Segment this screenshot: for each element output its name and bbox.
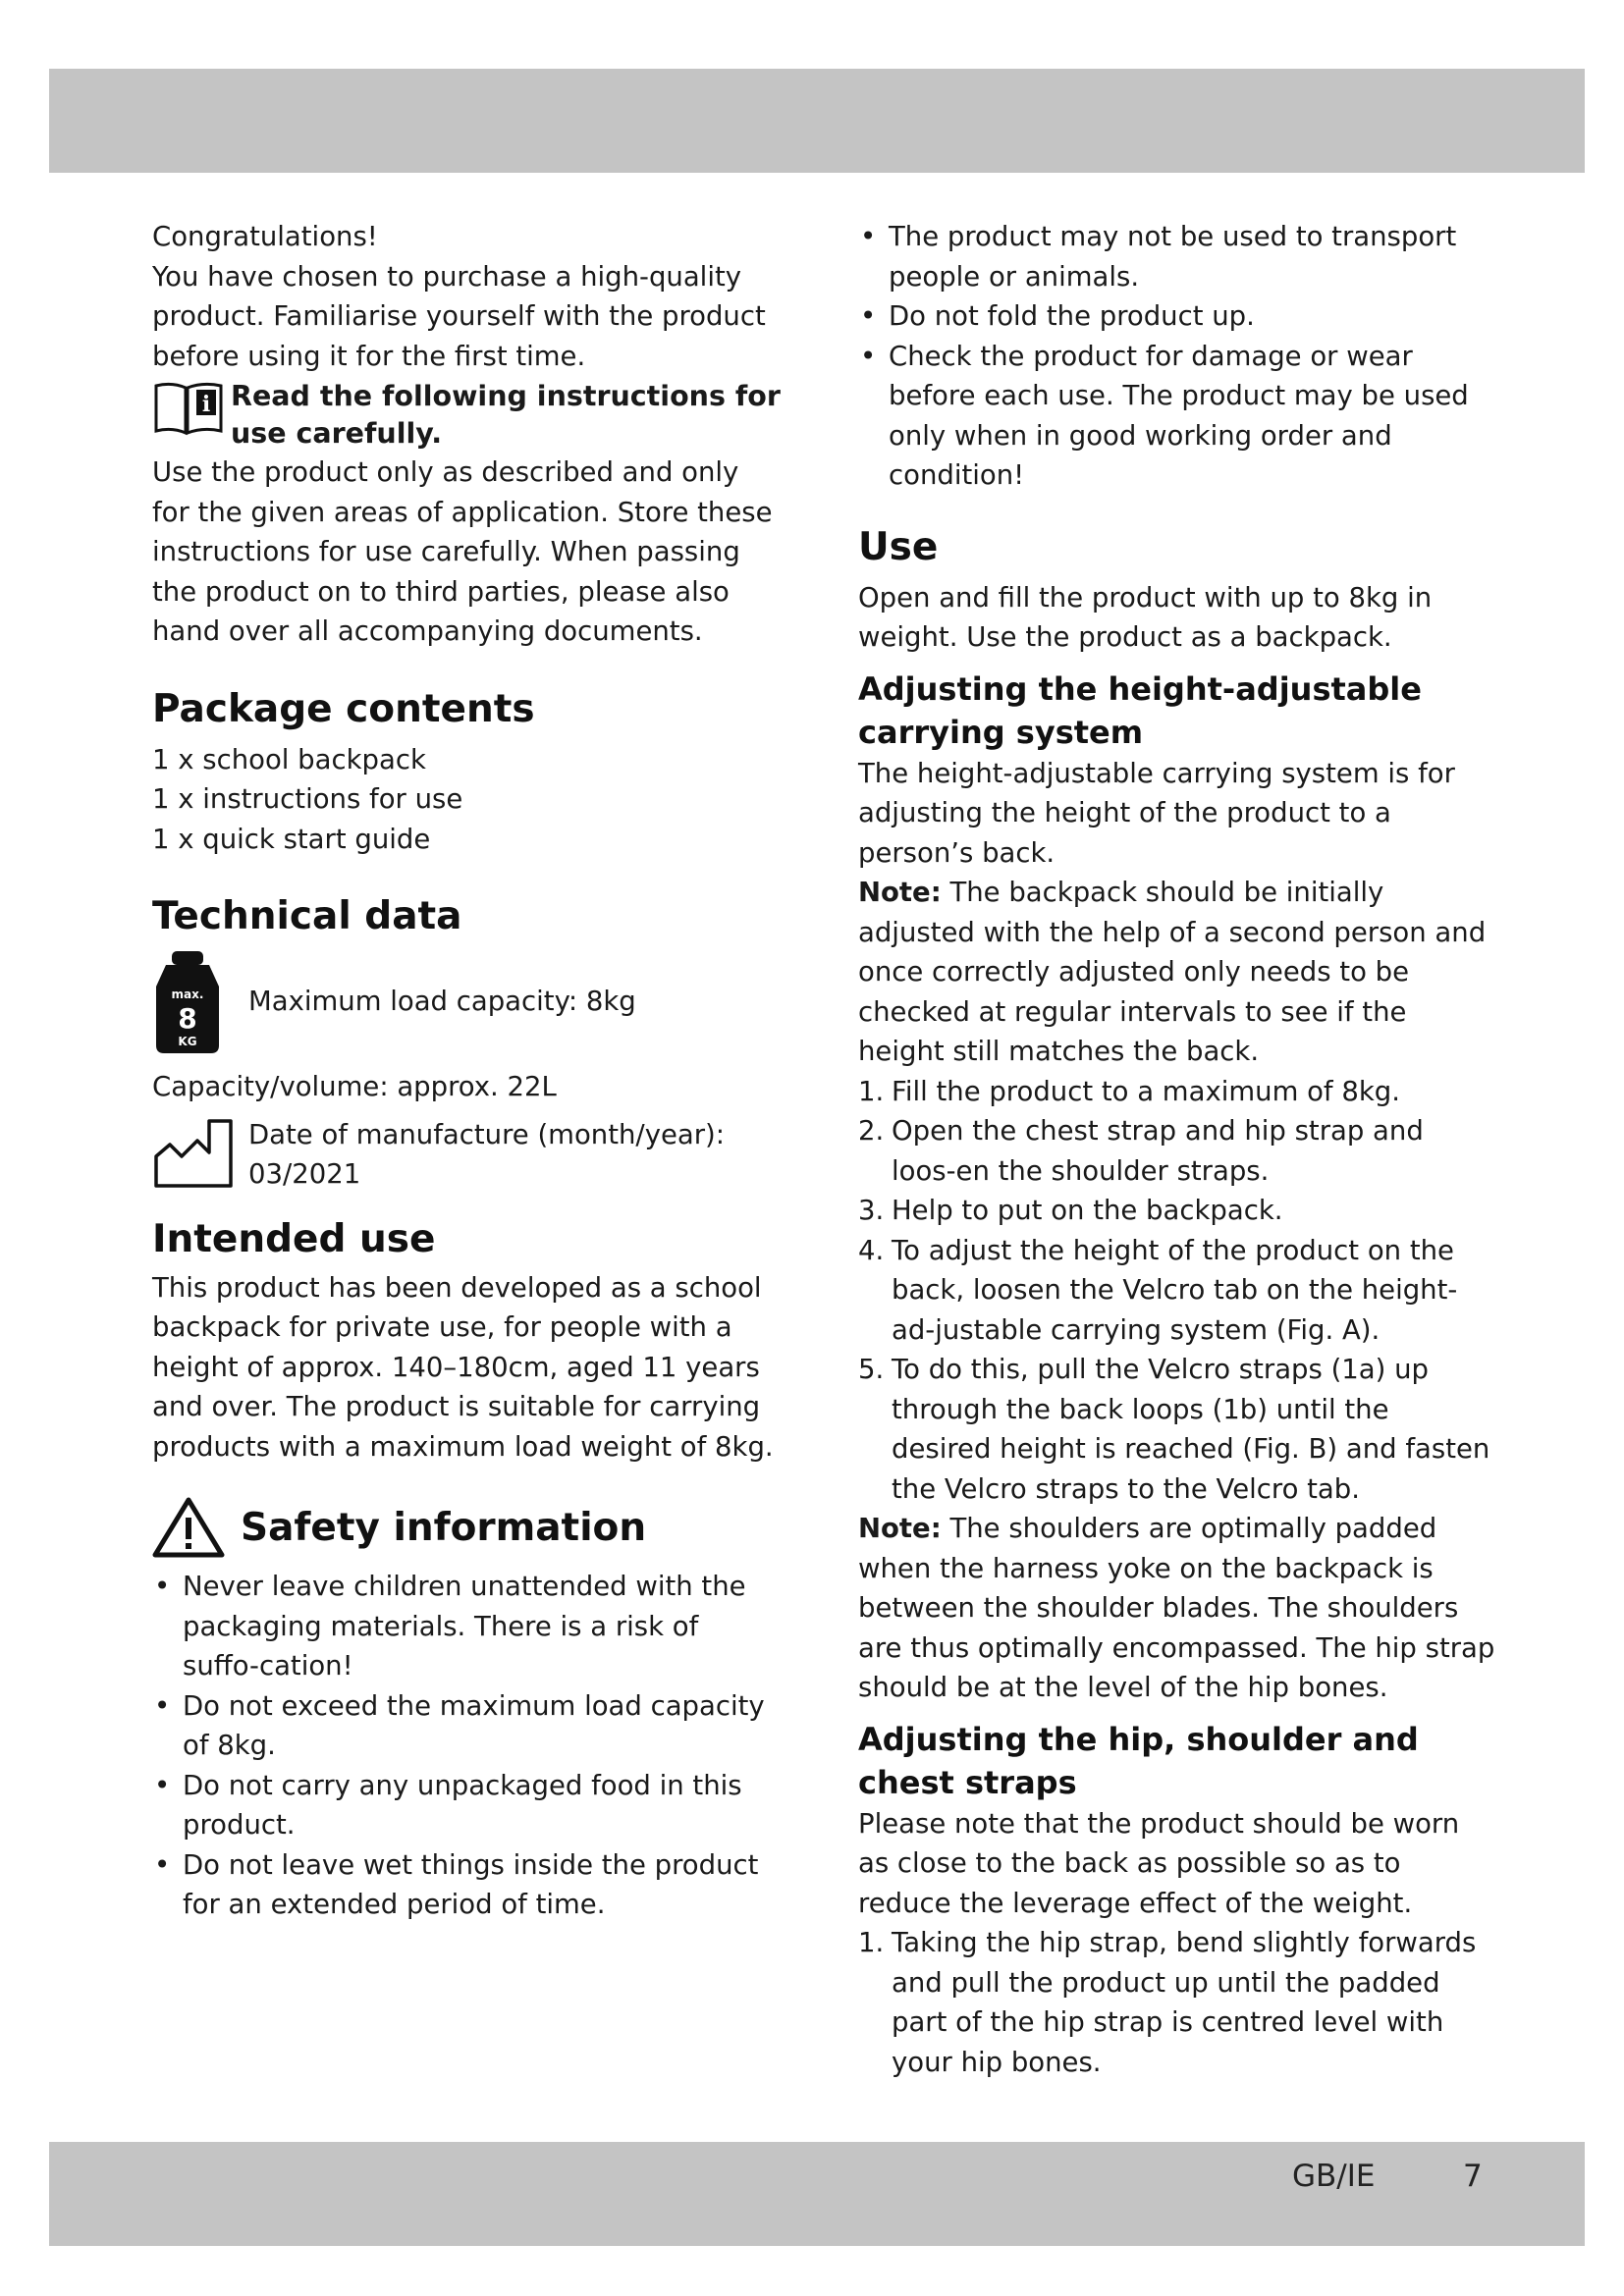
straps-heading: Adjusting the hip, shoulder and chest straps — [858, 1720, 1419, 1801]
list-item: 1. Taking the hip strap, bend slightly forwards and pull the product up until the padded part of the hip strap is centred level with your hip bones. — [858, 1927, 1477, 2078]
manufacture-value: 03/2021 — [248, 1158, 361, 1190]
note-text: The backpack should be initially adjusted with the help of a second person and once correctly adjusted only needs to be checked at regular intervals to see if the height still matches the back. — [858, 877, 1487, 1067]
weight-icon — [152, 949, 248, 1057]
bullet-icon: • — [154, 1769, 171, 1801]
read-instructions-text: Read the following instructions for use carefully. — [231, 380, 781, 450]
list-item: 3. Help to put on the backpack. — [858, 1195, 1283, 1226]
max-load-text: Maximum load capacity: 8kg — [248, 986, 636, 1017]
note-text: The shoulders are optimally padded when the harness yoke on the backpack is between the shoulder blades. The shoulders are thus optimally encompassed. The hip strap should be at the level of the hip bones. — [858, 1513, 1495, 1703]
safety-heading: Safety information — [241, 1506, 647, 1550]
list-item: 4. To adjust the height of the product on the back, loosen the Velcro tab on the height-ad-justable carrying system (Fig. A). — [858, 1234, 1458, 1346]
intended-use-text: This product has been developed as a school backpack for private use, for people with a height of approx. 140–180cm, aged 11 years and over. The product is suitable for carrying products with a maximum load weight of 8kg. — [152, 1271, 774, 1463]
list-item: • Never leave children unattended with the packaging materials. There is a risk of suffo-cation! — [152, 1567, 781, 1686]
read-instructions-note — [152, 378, 781, 453]
header-bar — [49, 69, 1585, 173]
use-heading: Use — [858, 524, 939, 569]
package-contents-heading: Package contents — [152, 686, 535, 731]
list-item: 1. Fill the product to a maximum of 8kg. — [858, 1075, 1400, 1107]
weight-icon-value: 8 — [178, 1002, 197, 1035]
book-info-icon — [152, 378, 231, 443]
list-item: 5. To do this, pull the Velcro straps (1a) up through the back loops (1b) until the desired height is reached (Fig. B) and fasten the Velcro straps to the Velcro tab. — [858, 1354, 1490, 1505]
footer-bar — [49, 2142, 1585, 2246]
right-column — [858, 217, 1496, 2082]
svg-text:i: i — [201, 392, 211, 417]
shoulder-note — [858, 1509, 1496, 1708]
list-item: • Check the product for damage or wear before each use. The product may be used only when in good working order and condition! — [858, 337, 1496, 496]
max-load-row — [152, 949, 781, 1057]
footer-language: GB/IE — [1292, 2159, 1376, 2194]
bullet-icon: • — [154, 1571, 171, 1602]
package-item: 1 x quick start guide — [152, 823, 431, 855]
intro-paragraph: You have chosen to purchase a high-quality product. Familiarise yourself with the product before using it for the first time. — [152, 260, 766, 372]
list-item: • Do not exceed the maximum load capacity of 8kg. — [152, 1686, 781, 1766]
intro-line: Congratulations! — [152, 221, 378, 252]
warning-icon — [152, 1496, 241, 1561]
technical-data-heading: Technical data — [152, 894, 462, 938]
note-label: Note: — [858, 877, 942, 908]
safety-heading-row — [152, 1496, 781, 1561]
bullet-icon: • — [860, 340, 877, 372]
bullet-icon: • — [154, 1848, 171, 1881]
height-note — [858, 873, 1496, 1072]
list-item: • Do not fold the product up. — [858, 296, 1496, 337]
list-item: • The product may not be used to transport people or animals. — [858, 217, 1496, 296]
height-adjust-heading: Adjusting the height-adjustable carrying system — [858, 669, 1422, 751]
manufacture-label: Date of manufacture (month/year): — [248, 1118, 726, 1150]
left-column — [152, 217, 781, 1925]
list-item: • Do not leave wet things inside the product for an extended period of time. — [152, 1845, 781, 1925]
usage-paragraph: Use the product only as described and only for the given areas of application. Store these instructions for use carefully. When passing the product on to third parties, please also hand over all accompanying documents. — [152, 456, 773, 647]
list-item: • Do not carry any unpackaged food in this product. — [152, 1766, 781, 1845]
bullet-icon: • — [154, 1689, 171, 1722]
package-item: 1 x school backpack — [152, 743, 426, 775]
list-item: 2. Open the chest strap and hip strap and loos-en the shoulder straps. — [858, 1115, 1424, 1187]
bullet-icon: • — [860, 221, 877, 252]
weight-icon-unit: KG — [178, 1035, 197, 1048]
straps-text: Please note that the product should be worn as close to the back as possible so as to reduce the leverage effect of the weight. — [858, 1807, 1460, 1919]
manufacture-row — [152, 1115, 781, 1196]
weight-icon-top: max. — [171, 988, 204, 1001]
safety-list — [152, 1567, 781, 1925]
safety-list-continued — [858, 217, 1496, 496]
straps-steps — [858, 1923, 1496, 2082]
bullet-icon: • — [860, 300, 877, 332]
height-steps — [858, 1072, 1496, 1510]
factory-icon — [152, 1115, 248, 1196]
capacity-text: Capacity/volume: approx. 22L — [152, 1071, 557, 1102]
use-text: Open and fill the product with up to 8kg in weight. Use the product as a backpack. — [858, 581, 1433, 653]
note-label: Note: — [858, 1513, 942, 1544]
page-number: 7 — [1463, 2159, 1483, 2194]
package-item: 1 x instructions for use — [152, 783, 463, 815]
intended-use-heading: Intended use — [152, 1216, 436, 1261]
height-adjust-text: The height-adjustable carrying system is for adjusting the height of the product to a person’s back. — [858, 757, 1455, 869]
